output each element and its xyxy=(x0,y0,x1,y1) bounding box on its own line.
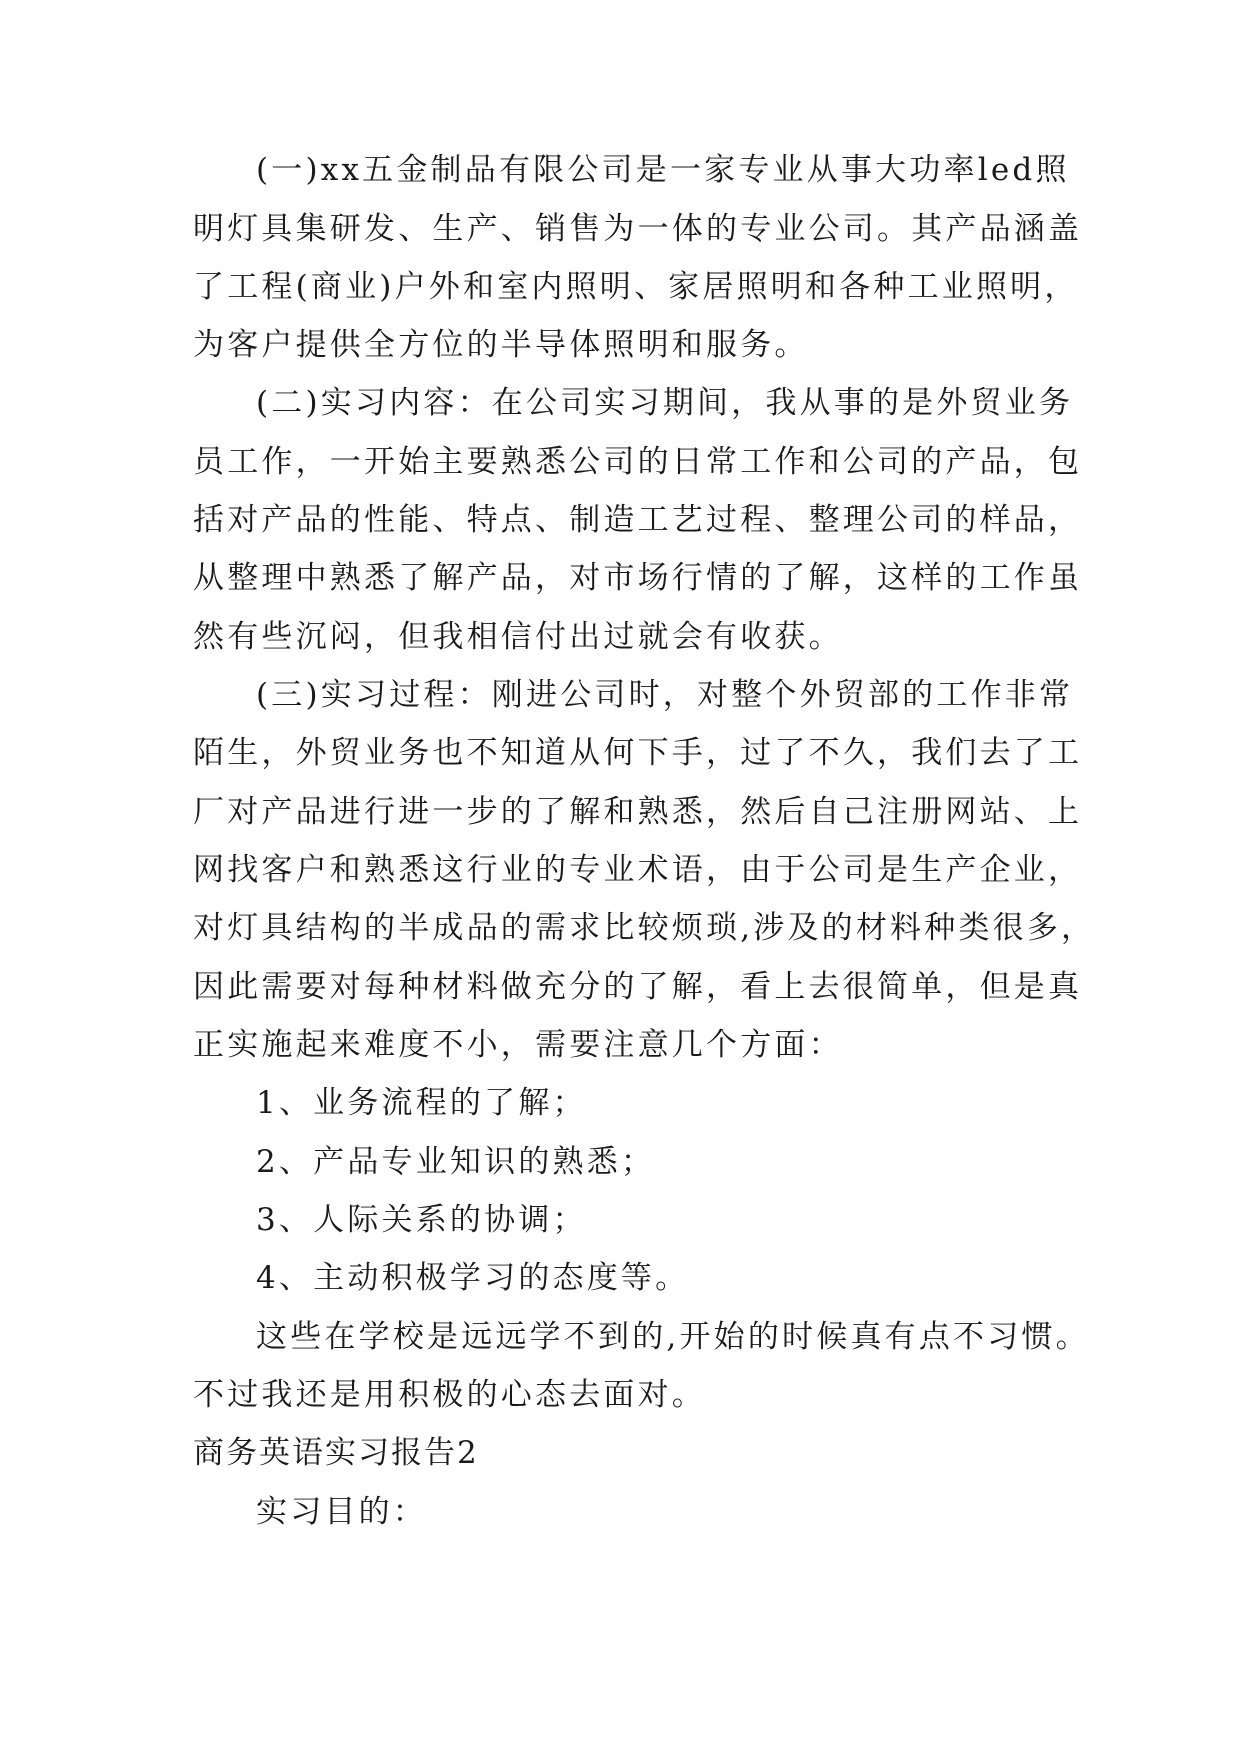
section-heading: 商务英语实习报告2 xyxy=(193,1435,479,1471)
paragraph-2-line-2: 员工作，一开始主要熟悉公司的日常工作和公司的产品，包 xyxy=(193,444,1083,480)
paragraph-2-line-5: 然有些沉闷，但我相信付出过就会有收获。 xyxy=(193,619,843,655)
paragraph-3-line-6: 因此需要对每种材料做充分的了解，看上去很简单，但是真 xyxy=(193,969,1083,1005)
paragraph-3-line-2: 陌生，外贸业务也不知道从何下手，过了不久，我们去了工 xyxy=(193,735,1083,771)
paragraph-3-line-4: 网找客户和熟悉这行业的专业术语，由于公司是生产企业， xyxy=(193,852,1083,888)
subheading-purpose: 实习目的： xyxy=(256,1494,427,1530)
list-item-2: 2、产品专业知识的熟悉； xyxy=(256,1144,656,1180)
paragraph-1-line-1: (一)xx五金制品有限公司是一家专业从事大功率led照 xyxy=(256,152,1070,188)
paragraph-4-line-2: 不过我还是用积极的心态去面对。 xyxy=(193,1377,706,1413)
paragraph-3-line-3: 厂对产品进行进一步的了解和熟悉，然后自己注册网站、上 xyxy=(193,794,1083,830)
paragraph-3-line-1: (三)实习过程：刚进公司时，对整个外贸部的工作非常 xyxy=(256,677,1074,713)
paragraph-1-line-3: 了工程(商业)户外和室内照明、家居照明和各种工业照明， xyxy=(193,269,1079,305)
paragraph-2-line-3: 括对产品的性能、特点、制造工艺过程、整理公司的样品， xyxy=(193,502,1083,538)
paragraph-1-line-4: 为客户提供全方位的半导体照明和服务。 xyxy=(193,327,809,363)
paragraph-3-line-7: 正实施起来难度不小，需要注意几个方面： xyxy=(193,1027,843,1063)
list-item-3: 3、人际关系的协调； xyxy=(256,1202,587,1238)
list-item-4: 4、主动积极学习的态度等。 xyxy=(256,1260,690,1296)
paragraph-4-line-1: 这些在学校是远远学不到的,开始的时候真有点不习惯。 xyxy=(256,1319,1090,1355)
list-item-1: 1、业务流程的了解； xyxy=(256,1085,587,1121)
paragraph-2-line-1: (二)实习内容：在公司实习期间，我从事的是外贸业务 xyxy=(256,385,1074,421)
paragraph-2-line-4: 从整理中熟悉了解产品，对市场行情的了解，这样的工作虽 xyxy=(193,560,1083,596)
paragraph-1-line-2: 明灯具集研发、生产、销售为一体的专业公司。其产品涵盖 xyxy=(193,211,1083,247)
paragraph-3-line-5: 对灯具结构的半成品的需求比较烦琐,涉及的材料种类很多， xyxy=(193,910,1096,946)
